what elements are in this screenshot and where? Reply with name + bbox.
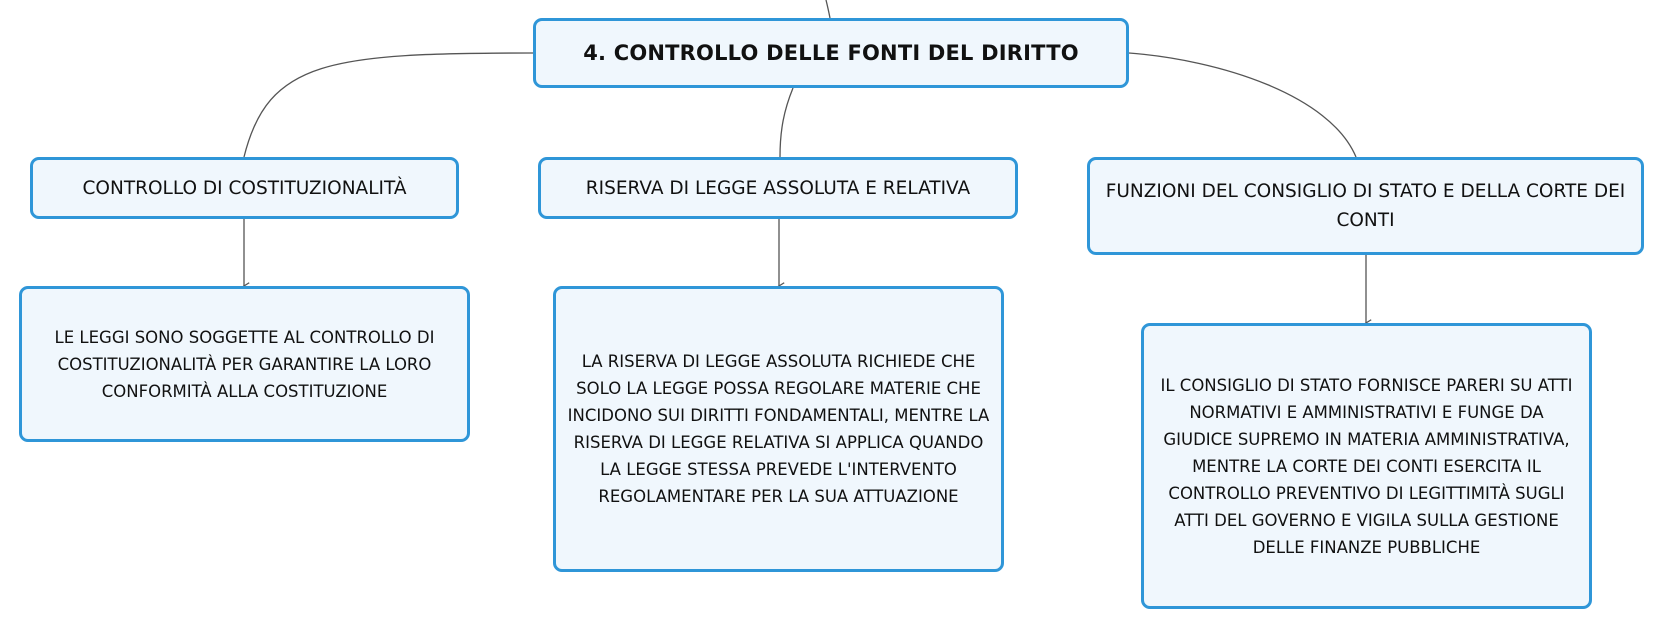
topic-consiglio-stato-corte-conti[interactable] <box>1087 157 1644 255</box>
detail-controllo-costituzionalita[interactable] <box>19 286 470 442</box>
detail-text: LA RISERVA DI LEGGE ASSOLUTA RICHIEDE CHE SOLO LA LEGGE POSSA REGOLARE MATERIE CHE INCIDONO SUI DIRITTI FONDAMENTALI, MENTRE LA RISERVA DI LEGGE RELATIVA SI APPLICA QUANDO LA LEGGE STESSA PREVEDE L'INTERVENTO REGOLAMENTARE PER LA SUA ATTUAZIONE <box>567 352 990 506</box>
central-topic[interactable] <box>533 18 1129 88</box>
topic-riserva-di-legge[interactable] <box>538 157 1018 219</box>
topic-label: RISERVA DI LEGGE ASSOLUTA E RELATIVA <box>585 177 971 199</box>
detail-text: LE LEGGI SONO SOGGETTE AL CONTROLLO DI COSTITUZIONALITÀ PER GARANTIRE LA LORO CONFORMITÀ ALLA COSTITUZIONE <box>54 327 435 401</box>
detail-text: IL CONSIGLIO DI STATO FORNISCE PARERI SU ATTI NORMATIVI E AMMINISTRATIVI E FUNGE DA GIUDICE SUPREMO IN MATERIA AMMINISTRATIVA, MENTRE LA CORTE DEI CONTI ESERCITA IL CONTROLLO PREVENTIVO DI LEGITTIMITÀ SUGLI ATTI DEL GOVERNO E VIGILA SULLA GESTIONE DELLE FINANZE PUBBLICHE <box>1160 375 1573 557</box>
connector-root-topic-1 <box>244 53 533 157</box>
topic-label: CONTROLLO DI COSTITUZIONALITÀ <box>82 177 407 199</box>
connector-root-topic-3 <box>1129 53 1356 157</box>
topic-label: FUNZIONI DEL CONSIGLIO DI STATO E DELLA CORTE DEI CONTI <box>1105 181 1626 231</box>
parent-connector <box>826 0 830 18</box>
central-topic-title: 4. CONTROLLO DELLE FONTI DEL DIRITTO <box>583 41 1079 65</box>
detail-consiglio-stato-corte-conti[interactable] <box>1141 323 1592 609</box>
connector-root-topic-2 <box>780 88 793 157</box>
detail-riserva-di-legge[interactable] <box>553 286 1004 572</box>
topic-controllo-costituzionalita[interactable] <box>30 157 459 219</box>
